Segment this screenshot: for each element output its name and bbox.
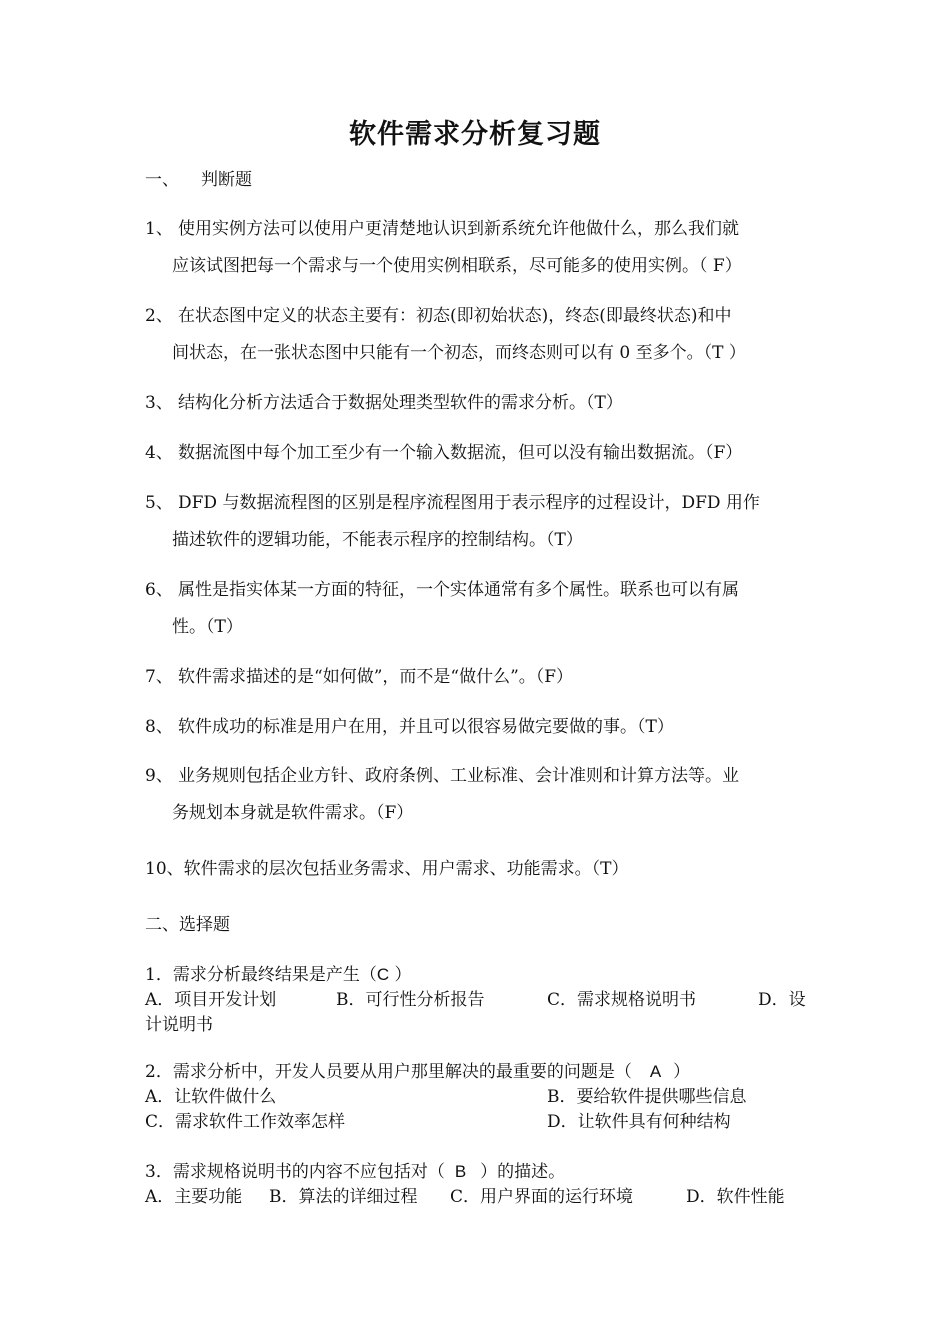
section-heading-multiple-choice — [145, 910, 230, 935]
tf-question-10: 10、软件需求的层次包括业务需求、用户需求、功能需求。（T） — [145, 859, 629, 879]
stem-text: 1．需求分析最终结果是产生（ — [145, 965, 377, 985]
option-d: D．让软件具有何种结构 — [547, 1112, 731, 1132]
question-text-line1: 属性是指实体某一方面的特征，一个实体通常有多个属性。联系也可以有属 — [178, 580, 739, 600]
question-text-line1: 在状态图中定义的状态主要有：初态(即初始状态)，终态(即最终状态)和中 — [178, 306, 732, 326]
question-text-line1: 软件需求描述的是“如何做”，而不是“做什么”。（F） — [178, 667, 574, 687]
option-b: B．要给软件提供哪些信息 — [547, 1087, 747, 1107]
question-number: 1、 — [145, 219, 173, 239]
option-a: A．让软件做什么 — [145, 1087, 277, 1107]
section-heading-true-false — [145, 165, 252, 190]
question-stem — [145, 1157, 565, 1182]
question-number: 8、 — [145, 717, 173, 737]
answer-letter: A — [649, 1062, 662, 1081]
stem-text: 3．需求规格说明书的内容不应包括对（ — [145, 1162, 445, 1182]
question-number: 4、 — [145, 443, 173, 463]
option-c: C．用户界面的运行环境 — [450, 1187, 634, 1207]
stem-text-end: ）的描述。 — [480, 1162, 566, 1182]
answer-letter: C — [376, 965, 390, 984]
option-c: C．需求软件工作效率怎样 — [145, 1112, 346, 1132]
question-text-line2: 应该试图把每一个需求与一个使用实例相联系，尽可能多的使用实例。（ F） — [172, 256, 742, 276]
question-number: 3、 — [145, 393, 173, 413]
question-number: 9、 — [145, 766, 173, 786]
question-text-line1: 数据流图中每个加工至少有一个输入数据流，但可以没有输出数据流。（F） — [178, 443, 743, 463]
question-text-line1: 业务规则包括企业方针、政府条例、工业标准、会计准则和计算方法等。业 — [178, 766, 739, 786]
question-number: 6、 — [145, 580, 173, 600]
section-label: 二、选择题 — [145, 915, 230, 935]
section-number: 一、 — [145, 170, 179, 190]
option-d: D．设 — [758, 990, 806, 1010]
question-text-line1: 使用实例方法可以使用户更清楚地认识到新系统允许他做什么，那么我们就 — [178, 219, 739, 239]
stem-text-end: ） — [389, 965, 412, 985]
option-a: A．项目开发计划 — [145, 990, 277, 1010]
section-label: 判断题 — [201, 170, 252, 190]
question-text-line2: 务规划本身就是软件需求。（F） — [172, 803, 414, 823]
option-c: C．需求规格说明书 — [547, 990, 697, 1010]
answer-letter: B — [454, 1162, 467, 1181]
stem-text: 2．需求分析中，开发人员要从用户那里解决的最重要的问题是（ — [145, 1062, 632, 1082]
document-title: 软件需求分析复习题 — [349, 119, 601, 150]
question-text-line1: 结构化分析方法适合于数据处理类型软件的需求分析。（T） — [178, 393, 623, 413]
option-a: A．主要功能 — [145, 1187, 243, 1207]
option-d: D．软件性能 — [686, 1187, 785, 1207]
stem-text-end: ） — [673, 1062, 691, 1082]
question-text-line2: 描述软件的逻辑功能，不能表示程序的控制结构。（T） — [172, 530, 583, 550]
question-stem — [145, 960, 412, 985]
question-text-line2: 间状态，在一张状态图中只能有一个初态，而终态则可以有 0 至多个。（T ） — [172, 343, 746, 363]
question-number: 7、 — [145, 667, 173, 687]
option-d-wrap: 计说明书 — [145, 1015, 213, 1035]
question-text-line1: 软件成功的标准是用户在用，并且可以很容易做完要做的事。（T） — [178, 717, 674, 737]
question-text-line2: 性。（T） — [172, 617, 243, 637]
question-number: 5、 — [145, 493, 173, 513]
question-text-line1: DFD 与数据流程图的区别是程序流程图用于表示程序的过程设计，DFD 用作 — [178, 493, 760, 513]
option-b: B．算法的详细过程 — [269, 1187, 418, 1207]
option-b: B．可行性分析报告 — [336, 990, 485, 1010]
question-number: 2、 — [145, 306, 173, 326]
question-stem — [145, 1057, 690, 1082]
